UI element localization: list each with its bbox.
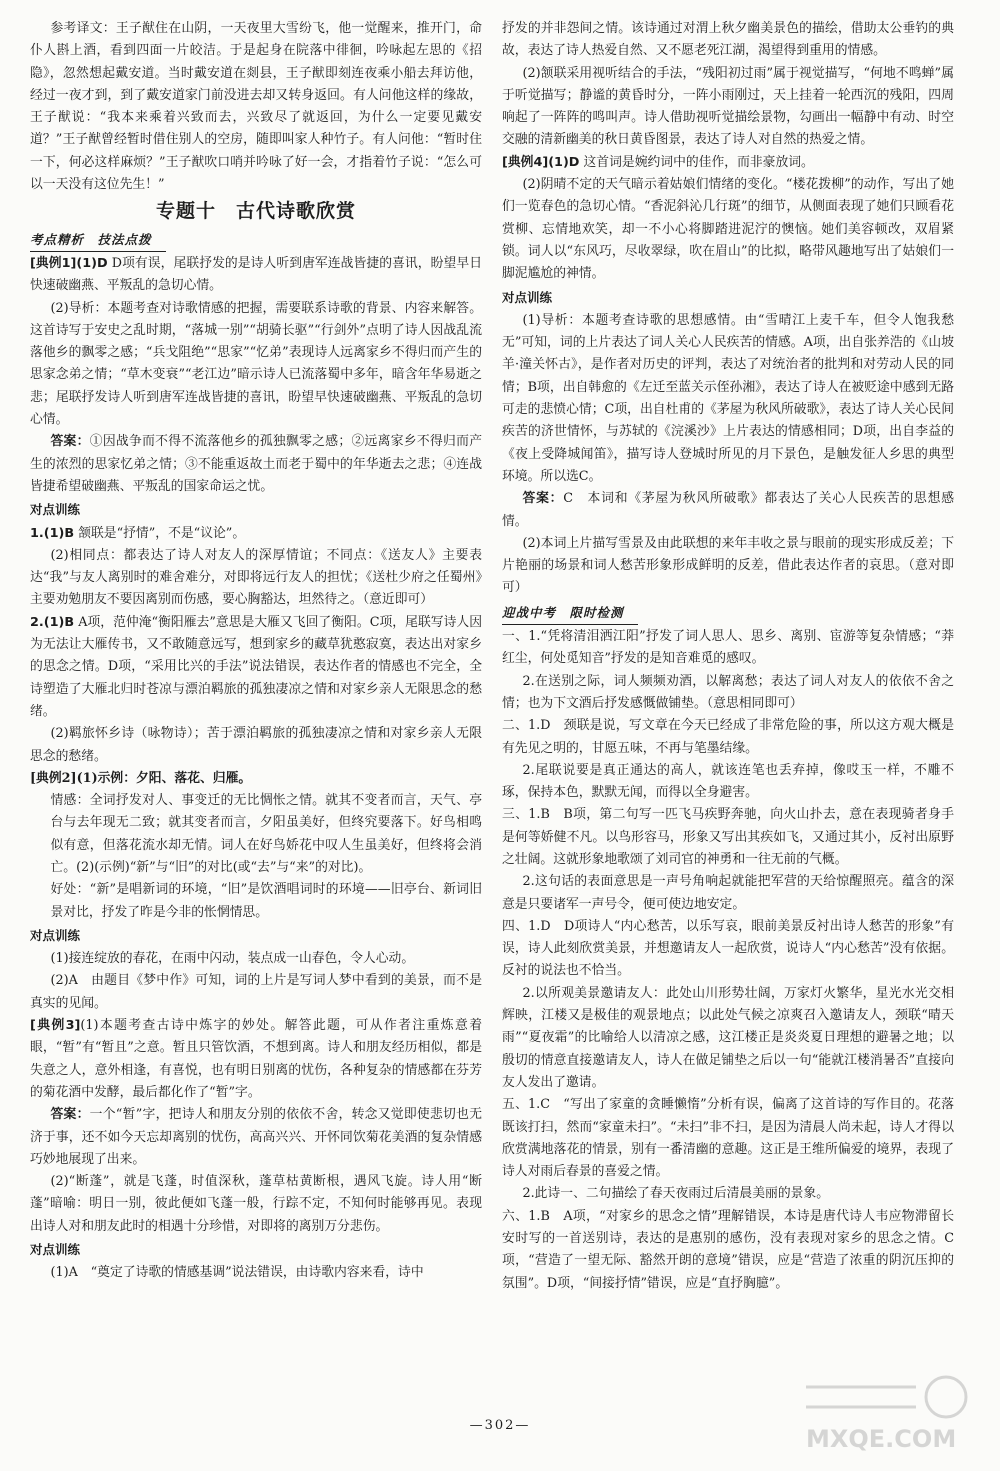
left-column [30, 18, 482, 1285]
right-continuation: 抒发的并非怨间之情。该诗通过对渭上秋夕幽美景色的描绘，借助太公垂钓的典故，表达了诗人热爱自然、又不愿老死江湖，渴望得到重用的情感。 [502, 21, 954, 59]
practice-heading-4: 对点训练 [502, 289, 553, 305]
example4-part2: (2)阴晴不定的天气暗示着姑娘们情绪的变化。“楼花拨柳”的动作，写出了她们一览春色的急切心情。“香泥斜沁几行斑”的细节，从侧面表现了她们只顾看花赏柳、忘情地欢笑，却一不小心将脚踏进泥泞的懊恼。她们美容顿改，双眉紧锁。词人以“东风巧，尽收翠绿，吹在眉山”的比拟，略带风趣地写出了姑娘们一脚泥尴尬的神情。 [502, 177, 954, 282]
example3-part2: (2)“断蓬”，就是飞蓬，时值深秋，蓬草枯黄断根，遇风飞旋。诗人用“断蓬”暗喻：明日一别，彼此便如飞蓬一般，行踪不定，不知何时能够再见。表现出诗人对和朋友此时的相遇十分珍惜，对即将的离别万分悲伤。 [30, 1174, 482, 1234]
section-heading-exam-text: 迎战中考 限时检测 [502, 602, 638, 625]
practice1-q2 [30, 612, 482, 723]
exam-q3-2: 2.这句话的表面意思是一声号角响起就能把军营的天给惊醒照亮。蕴含的深意是只要诸军一声号令，便可使边地安定。 [502, 874, 954, 912]
answer-label: 答案： [50, 434, 90, 450]
practice2-item2: (2)A 由题目《梦中作》可知，词的上片是写词人梦中看到的美景，而不是真实的见闻。 [30, 973, 482, 1011]
page-number: —302— [469, 1418, 531, 1433]
exam-q4-1: 四、1.D D项诗人“内心愁苦，以乐写哀，眼前美景反衬出诗人愁苦的形象”有误，诗人此刻欣赏美景，并想邀请友人一起欣赏，说诗人“内心愁苦”没有依据。反衬的说法也不恰当。 [502, 918, 954, 979]
example3-item [30, 1015, 482, 1104]
exam-q5-2: 2.此诗一、二句描绘了春天夜雨过后清晨美丽的景象。 [522, 1186, 830, 1202]
practice1-q2-label: 2.(1)B [30, 614, 75, 630]
exam-q1-1: 一、1.“凭将清泪洒江阳”抒发了词人思人、思乡、离别、宦游等复杂情感；“莽红尘，何处觅知音”抒发的是知音难觅的感叹。 [502, 629, 954, 667]
practice-heading-3: 对点训练 [30, 1242, 81, 1258]
exam-q6-1: 六、1.B A项，“对家乡的思念之情”理解错误，本诗是唐代诗人韦应物滞留长安时写的一首送别诗，表达的是惠别的感伤，没有表现对家乡的思念之情。C项，“营造了一望无际、豁然开朗的意境”错误，应是“营造了浓重的阴沉压抑的氛围”。D项，“间接抒情”错误，应是“直抒胸臆”。 [502, 1208, 954, 1291]
example4-text: 这首词是婉约词中的佳作，而非豪放词。 [583, 154, 814, 170]
practice3-item1: (1)A “奠定了诗歌的情感基调”说法错误，由诗歌内容来看，诗中 [50, 1265, 424, 1281]
example3-answer [30, 1104, 482, 1171]
example2-head: [典例2](1)示例：夕阳、落花、归雁。 [30, 770, 252, 786]
practice4-answer [502, 488, 954, 533]
practice1-q2-text: A项，范仲淹“衡阳雁去”意思是大雁又飞回了衡阳。C项，尾联写诗人因为无法让大雁传书，又不敢随意远写，想到家乡的藏草犹憨寂寞，表达出对家乡的思念之情。D项，“采用比兴的手法”说法错误，表达作者的情感也不完全，全诗塑造了大雁北归时苍凉与漂泊羁旅的孤独凄凉之情和对家乡亲人无限思念的愁绪。 [30, 614, 482, 719]
section-heading [30, 229, 482, 252]
practice4-item2: (2)本词上片描写雪景及由此联想的来年丰收之景与眼前的现实形成反差；下片艳丽的场景和词人愁苦形象形成鲜明的反差，借此表达作者的哀思。（意对即可） [502, 535, 954, 596]
example2-emotion: 情感：全词抒发对人、事变迁的无比惆怅之情。就其不变者而言，天气、亭台与去年现无二致；就其变者而言，夕阳虽美好，但终究要落下。好鸟相鸣似有意，但落花流水却无情。词人在好鸟娇花中叹人生虽美好，但终将会消亡。(2)(示例)“新”与“旧”的对比(或“去”与“来”的对比)。 [50, 793, 482, 875]
answer-text: C 本词和《茅屋为秋风所破歌》都表达了关心人民疾苦的思想感情。 [502, 491, 955, 529]
section-heading-text: 考点精析 技法点拨 [30, 229, 166, 252]
practice1-q1-text: 颔联是“抒情”，不是“议论”。 [78, 525, 246, 541]
example1-item [30, 253, 482, 298]
exam-q5-1: 五、1.C “写出了家童的贪睡懒惰”分析有误，偏离了这首诗的写作目的。花落既该打扫，然而“家童未扫”。“未扫”非不扫，是因为清晨人尚未起，诗人才得以欣赏满地落花的情景，别有一番清幽的意趣。这正是王维所偏爱的境界，表现了诗人对雨后春景的喜爱之情。 [502, 1097, 954, 1180]
practice1-q2-part2: (2)羁旅怀乡诗（咏物诗）；苦于漂泊羁旅的孤独凄凉之情和对家乡亲人无限思念的愁绪。 [30, 726, 482, 764]
exam-q2-2: 2.尾联说要是真正通达的高人，就该连笔也丢弃掉，像哎玉一样，不雕不琢，保持本色，默默无闻，而得以全身避害。 [502, 762, 954, 801]
chapter-title: 专题十 古代诗歌欣赏 [155, 200, 356, 223]
watermark-logo [796, 1367, 976, 1459]
exam-q2-1: 二、1.D 颈联是说，写文章在今天已经成了非常危险的事，所以这方观大概是有先见之明的，甘愿五味，不再与笔墨结缘。 [502, 718, 954, 756]
example1-text: D项有误，尾联抒发的是诗人听到唐军连战皆捷的喜讯，盼望早日快速破幽燕、平叛乱的急切心情。 [30, 255, 483, 294]
example1-label: [典例1](1)D [30, 255, 108, 271]
svg-text:MXQE.COM: MXQE.COM [806, 1425, 957, 1453]
answer-label: 答案： [50, 1107, 90, 1123]
example4-label: [典例4](1)D [502, 154, 580, 170]
practice4-item1: (1)导析：本题考查诗歌的思想感情。由“雪晴江上麦千车，但令人饱我愁无”可知，词的上片表达了词人关心人民疾苦的情感。A项，出自张养浩的《山坡羊·潼关怀古》，是作者对历史的评判，表达了对统治者的批判和对劳动人民的同情；B项，出自韩愈的《左迁至蓝关示侄孙湘》，表达了诗人在被贬途中感到无路可走的悲愤心情；C项，出自杜甫的《茅屋为秋风所破歌》，表达了诗人关心民间疾苦的济世情怀，与苏轼的《浣溪沙》上片表达的情感相同；D项，出自李益的《夜上受降城闻笛》，描写诗人登城时所见的月下景色，是触发征人乡思的典型环境。所以选C。 [502, 312, 954, 484]
example1-analysis: (2)导析：本题考查对诗歌情感的把握，需要联系诗歌的背景、内容来解答。这首诗写于安史之乱时期，“落城一别”“胡骑长驱”“行剑外”点明了诗人因战乱流落他乡的飘零之感；“兵戈阻绝”“思家”“忆弟”表现诗人远离家乡不得归而产生的思家念弟之情；“草木变衰”“老江边”暗示诗人已流落蜀中多年，暗含年华易逝之悲；尾联抒发诗人听到唐军连战皆捷的喜讯，盼望早快速破幽燕、平叛乱的急切心情。 [30, 300, 482, 428]
section-heading-exam [502, 602, 954, 625]
practice-heading-2: 对点训练 [30, 927, 81, 943]
practice1-q1-label: 1.(1)B [30, 525, 75, 541]
practice-heading-1: 对点训练 [30, 502, 81, 518]
exam-q4-2: 2.以所观美景邀请友人：此处山川形势壮阔，万家灯火繁华，星光水光交相辉映，江楼又是极佳的观景地点；以此处气候之凉爽召入邀请友人，颈联“晴天雨”“夏夜霜”的比喻给人以清凉之感，这江楼正是炎炎夏日理想的避暑之地；以殷切的情意直接邀请友人，诗人在做足铺垫之后以一句“能就江楼消暑否”直接向友人发出了邀请。 [502, 985, 954, 1090]
example3-text: (1)本题考查古诗中炼字的妙处。解答此题，可从作者注重炼意着眼，“暂”有“暂且”之意。暂且只管饮酒，不想到离。诗人和朋友经历相似，都是失意之人，意外相逢，有喜悦，也有明日别离的忧伤，各种复杂的情感都在芬芳的菊花酒中发酵，最后都化作了“暂”字。 [30, 1018, 482, 1100]
answer-text: 一个“暂”字，把诗人和朋友分别的依依不舍，转念又觉即使悲切也无济于事，还不如今天忘却离别的忧伤，高高兴兴、开怀同饮菊花美酒的复杂情感巧妙地展现了出来。 [30, 1107, 482, 1167]
right-column [502, 18, 954, 1295]
answer-label: 答案： [522, 491, 564, 507]
example2-benefit: 好处：“新”是唱新词的环境，“旧”是饮酒唱词时的环境——旧亭台、新词旧景对比，抒发了昨是今非的怅惘情思。 [50, 882, 482, 920]
example3-label: [典例3] [30, 1018, 81, 1034]
example1-answer [30, 431, 482, 498]
practice1-q1-part2: (2)相同点：都表达了诗人对友人的深厚情谊；不同点：《送友人》主要表达“我”与友人离别时的难舍难分，对即将远行友人的担忧；《送杜少府之任蜀州》主要劝勉朋友不要因离别而伤感，要心胸豁达，坦然待之。（意近即可） [30, 547, 482, 608]
reference-translation: 参考译文：王子猷住在山阴，一天夜里大雪纷飞，他一觉醒来，推开门，命仆人斟上酒，看到四面一片皎洁。于是起身在院落中徘徊，吟咏起左思的《招隐》，忽然想起戴安道。当时戴安道在剡县，王子猷即刻连夜乘小船去拜访他，经过一夜才到，到了戴安道家门前没进去却又转身返回。有人问他这样的缘故，王子猷说：“我本来乘着兴致而去，兴致尽了就返回，为什么一定要见戴安道？”王子猷曾经暂时借住别人的空房，随即叫家人种竹子。有人问他：“暂时住一下，何必这样麻烦？”王子猷吹口哨并吟咏了好一会，才指着竹子说：“怎么可以一天没有这位先生！” [30, 21, 482, 193]
practice2-item1: (1)接连绽放的春花，在雨中闪动，装点成一山春色，令人心动。 [50, 951, 415, 967]
exam-q1-2: 2.在送别之际，词人频频劝酒，以解离愁；表达了词人对友人的依依不舍之情；也为下文酒后抒发感慨做铺垫。（意思相同即可） [502, 673, 954, 711]
practice1-q1 [30, 523, 482, 545]
right-item2: (2)颔联采用视听结合的手法，“残阳初过雨”属于视觉描写，“何地不鸣蝉”属于听觉描写；静谧的黄昏时分，一阵小雨刚过，天上挂着一轮西沉的残阳，四周响起了一阵阵的鸣叫声。诗人借助视听觉描绘景物，勾画出一幅静中有动、时空交融的清新幽美的秋日黄昏图景，表达了诗人对自然的热爱之情。 [502, 65, 954, 148]
exam-q3-1: 三、1.B B项，第二句写一匹飞马疾野奔驰，向火山扑去，意在表现骑者身手是何等娇健不凡。以鸟形容马，形象又写出其疾如飞，又通过其小，反衬出原野之壮阔。这就形象地歌颂了刘司官的神勇和一往无前的气概。 [502, 807, 954, 867]
answer-text: ①因战争而不得不流落他乡的孤独飘零之感；②远离家乡不得归而产生的浓烈的思家忆弟之情；③不能重返故土而老于蜀中的年华逝去之悲；④连战皆捷希望破幽燕、平叛乱的国家命运之忧。 [30, 434, 483, 494]
example4-item [502, 152, 954, 174]
